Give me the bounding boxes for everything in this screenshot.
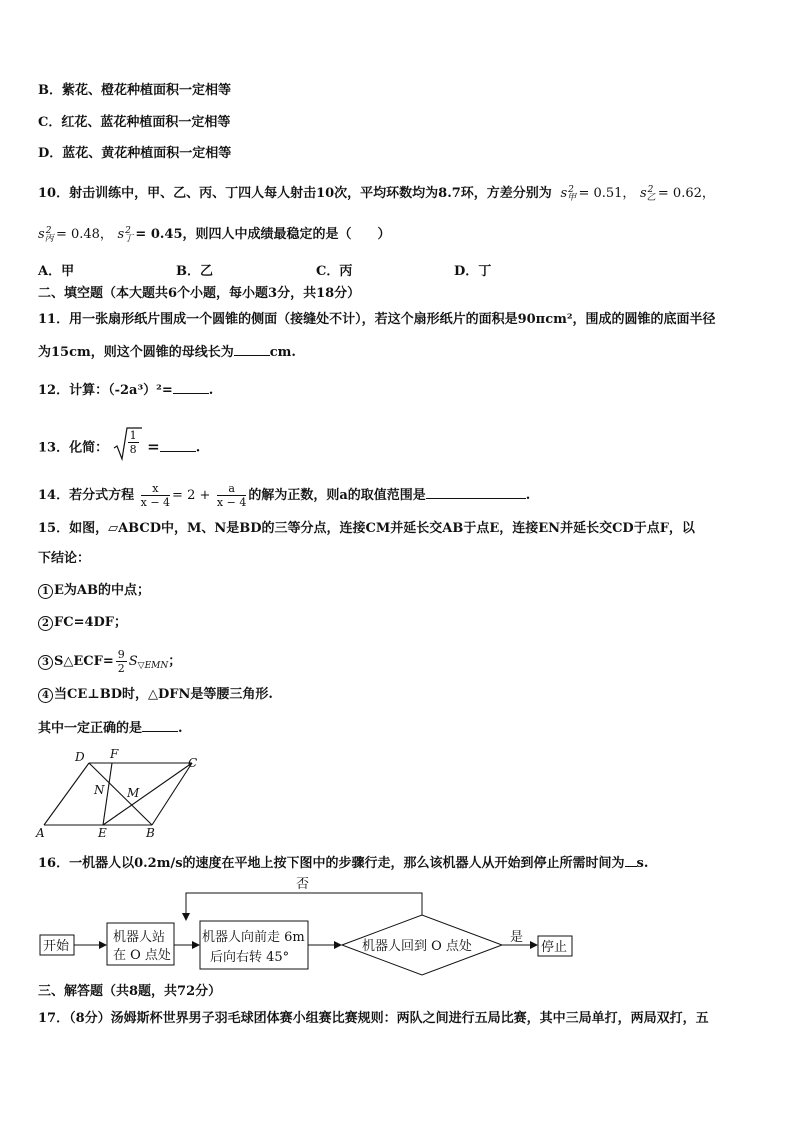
q12-text: 12．计算：（-2a³）²= [38,383,173,398]
q15-conclusion-3-end: ； [168,654,182,669]
q17-line1: 17．（8分）汤姆斯杯世界男子羽毛球团体赛小组赛比赛规则：两队之间进行五局比赛，其中三局单打，两局双打，五 [38,1011,709,1026]
q14-middle: = 2 + [172,488,211,503]
q15-line1: 15．如图，▱ABCD中，M、N是BD的三等分点，连接CM并延长交AB于点E，连接EN并延长交CD于点F，以 [38,521,695,536]
q15-ask-period: . [178,721,183,736]
q15-conclusion-2-text: FC=4DF； [54,615,128,630]
q13-equals: = [147,437,160,456]
q15-ask-text: 其中一定正确的是 [38,721,143,736]
label-n: N [94,783,105,797]
q13 [38,430,200,466]
q15-conclusion-4 [38,686,273,704]
box2-line2: 后向右转 45° [210,950,290,965]
q15-conclusion-3-fraction-denominator: 2 [117,662,125,675]
q9-option-c: C．红花、蓝花种植面积一定相等 [38,115,231,130]
label-d: D [75,750,85,764]
q14-fraction-1-numerator: x [141,482,170,496]
q10-option-c: C．丙 [316,264,353,279]
yes-label: 是 [510,930,524,945]
q15-conclusion-3-area-subscript: ▽EMN [137,661,169,671]
section-3-heading: 三、解答题（共8题，共72分） [38,984,222,999]
variance-ding: $s_丁^2$ [117,226,134,244]
q14-fraction-2 [217,482,246,509]
box1-line2: 在 O 点处 [113,948,171,963]
label-b: B [146,826,155,840]
box2-line1: 机器人向前走 6m [202,930,305,945]
q12-period: . [208,383,214,398]
parallelogram-figure [32,745,207,840]
variance-bing: $s_丙^2$ [38,226,54,244]
q16-answer-blank [625,853,637,867]
q15-answer-blank [142,718,178,732]
label-c: C [188,756,198,770]
q13-answer-blank [160,438,196,452]
q11-line2 [38,342,296,362]
q14-fraction-2-denominator: x − 4 [216,496,247,509]
number-2-icon: 2 [38,616,53,631]
q10-option-d: D．丁 [454,264,492,279]
number-3-icon: 3 [38,655,53,670]
label-e: E [98,826,107,840]
q12-answer-blank [173,380,209,394]
q15-ask [38,718,183,738]
stop-label: 停止 [541,940,568,955]
start-label: 开始 [43,939,70,954]
label-m: M [127,786,140,800]
box1-line1: 机器人站 [113,930,166,945]
variance-bing-value: = 0.48， [55,227,113,242]
sqrt-fraction-denominator: 8 [129,443,137,456]
q15-conclusion-1 [38,582,150,600]
no-loop-arrow [186,893,422,920]
q15-line2: 下结论： [38,551,91,566]
q11-answer-blank [234,342,270,356]
q15-conclusion-3-fraction-numerator: 9 [117,648,125,661]
side-bc [152,763,192,825]
q11-line1: 11．用一张扇形纸片围成一个圆锥的侧面（接缝处不计），若这个扇形纸片的面积是90πcm²，围成的圆锥的底面半径 [38,312,716,327]
q15-conclusion-3-fraction [116,648,127,675]
sqrt-fraction-numerator: 1 [129,429,137,442]
variance-yi-value: = 0.62， [657,186,715,201]
q10-option-b: B．乙 [176,264,213,279]
q14-text-2: 的解为正数，则a的取值范围是 [248,488,426,503]
label-a: A [36,826,45,840]
q15-conclusion-3 [38,648,181,675]
q10-option-a: A．甲 [38,264,75,279]
q11-line2-text: 为15cm，则这个圆锥的母线长为 [38,345,234,360]
q14-fraction-1-denominator: x − 4 [140,496,171,509]
q14-period: . [525,488,531,503]
label-f: F [110,747,119,761]
q10-stem [38,181,715,207]
variance-ding-value: = 0.45，则四人中成绩最稳定的是（ ） [135,227,391,242]
variance-yi: $s_乙^2$ [639,185,656,203]
number-1-icon: 1 [38,584,53,599]
q15-conclusion-3-area-symbol: S [128,654,138,669]
q15-conclusion-1-text: E为AB的中点； [54,583,150,598]
q13-text: 13．化简： [38,440,109,456]
variance-jia: $s_甲^2$ [556,185,577,203]
robot-flowchart [36,875,596,980]
q11-unit: cm. [269,345,296,360]
segment-ce [103,763,192,825]
q9-option-b: B．紫花、橙花种植面积一定相等 [38,83,231,98]
q16-text: 16．一机器人以0.2m/s的速度在平地上按下图中的步骤行走，那么该机器人从开始到停止所需时间为 [38,856,625,871]
q14-text: 14．若分式方程 [38,488,135,503]
q12 [38,380,213,400]
decision-label: 机器人回到 O 点处 [362,939,472,954]
section-2-heading: 二、填空题（本大题共6个小题，每小题3分，共18分） [38,286,361,301]
q15-conclusion-2 [38,614,127,632]
number-4-icon: 4 [38,688,53,703]
variance-jia-value: = 0.51， [578,186,636,201]
q16 [38,853,648,873]
no-label: 否 [296,877,310,892]
q16-unit: s. [636,856,649,871]
q9-option-d: D．蓝花、黄花种植面积一定相等 [38,146,232,161]
q14-answer-blank [426,485,526,499]
q15-conclusion-3-lhs: S△ECF= [54,654,114,669]
sqrt-expression [113,430,143,466]
q14-fraction-2-numerator: a [217,482,246,496]
q14 [38,482,530,509]
q10-stem-text: 10．射击训练中，甲、乙、丙、丁四人每人射击10次，平均环数均为8.7环，方差分别为 [38,186,552,201]
q10-stem-line2 [38,222,391,248]
q14-fraction-1 [141,482,170,509]
q15-conclusion-4-text: 当CE⊥BD时，△DFN是等腰三角形. [54,687,273,702]
side-ad [44,763,89,825]
q13-period: . [195,440,201,456]
sqrt-fraction [128,429,139,456]
